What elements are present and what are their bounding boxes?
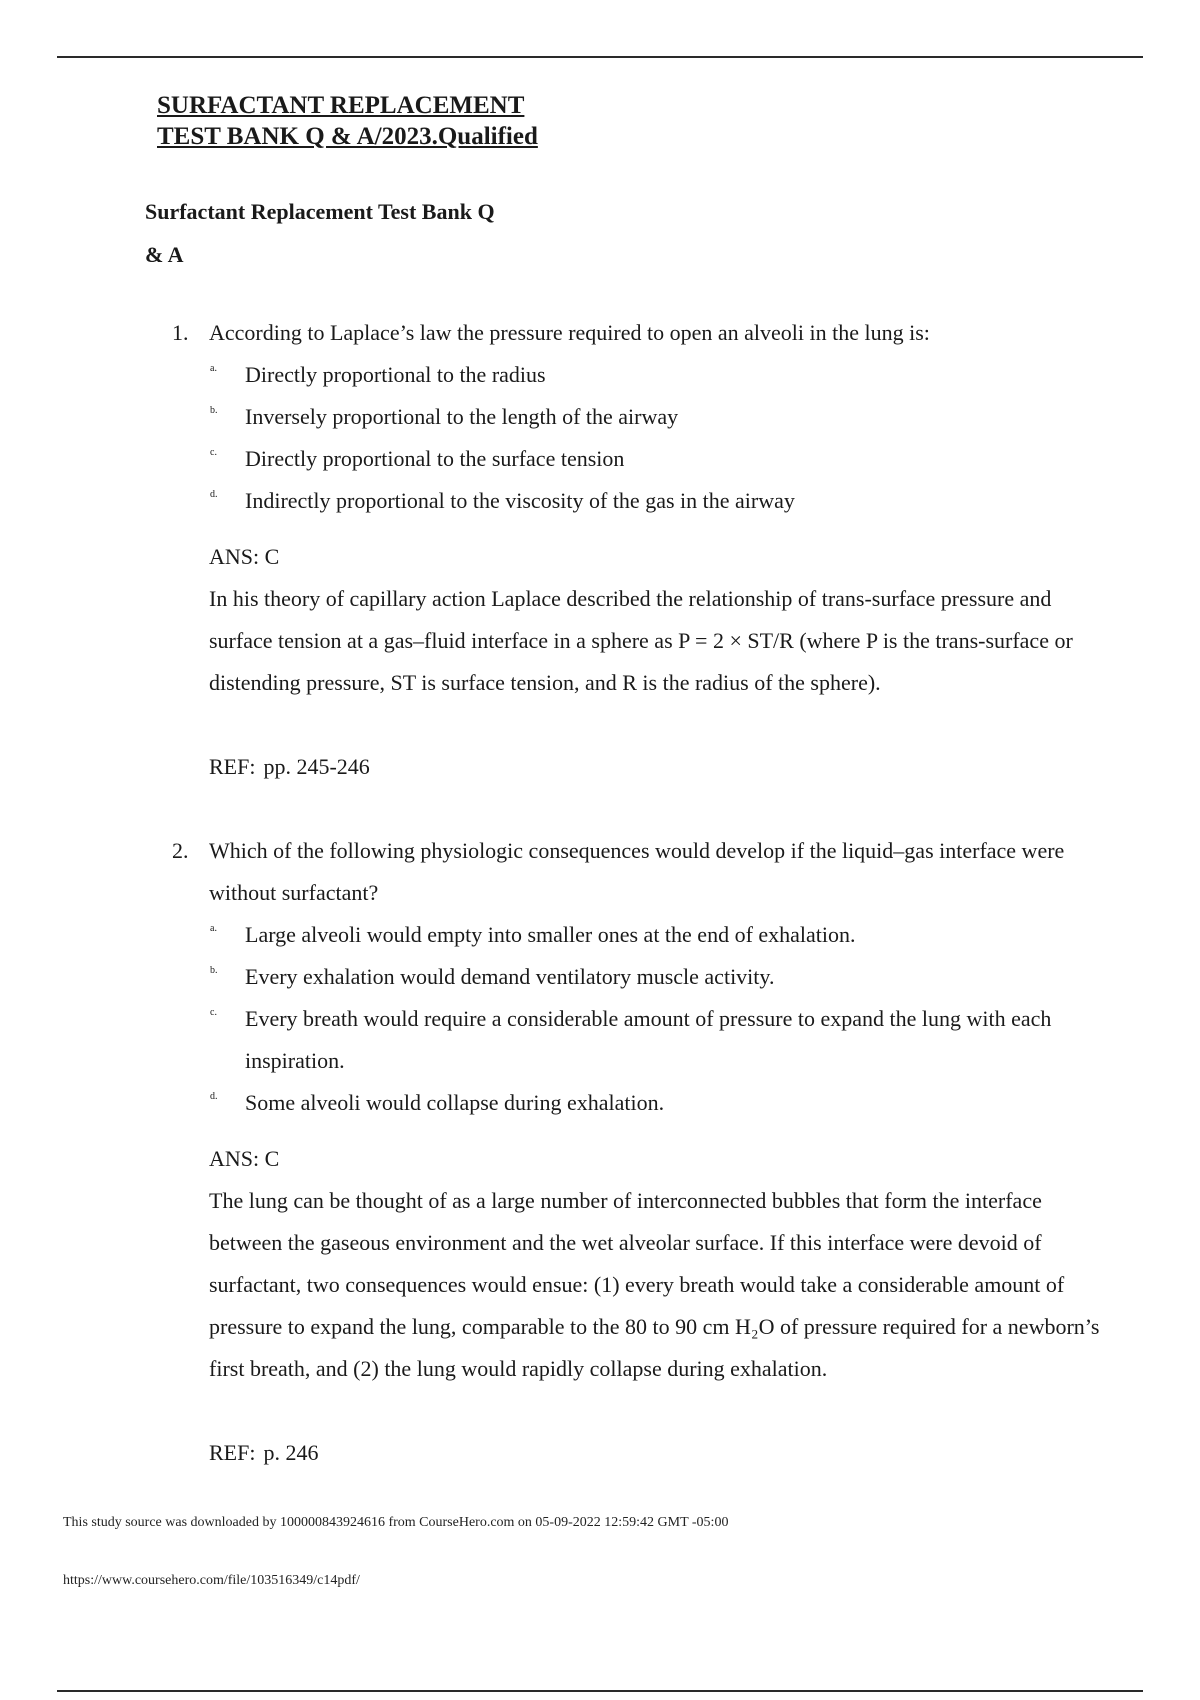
question-1-option-a xyxy=(172,354,1132,396)
question-1-reference xyxy=(172,746,1132,788)
question-1-option-c xyxy=(172,438,1132,480)
document-subtitle-line-2: & A xyxy=(145,242,184,267)
option-letter: c. xyxy=(210,1007,217,1018)
question-2-rationale: The lung can be thought of as a large number of interconnected bubbles that form the interface between the gaseous environment and the wet alveolar surface. If this interface were devoid of surfactant, two consequences would ensue: (1) every breath would take a considerable amount of pressure to expand the lung, comparable to the 80 to 90 cm H₂O of pressure required for a newborn’s first breath, and (2) the lung would rapidly collapse during exhalation. xyxy=(209,1188,1100,1381)
top-rule xyxy=(57,56,1143,58)
option-letter: a. xyxy=(210,923,217,934)
question-1-rationale: In his theory of capillary action Laplace described the relationship of trans-surface pressure and surface tension at a gas–fluid interface in a sphere as P = 2 × ST/R (where P is the trans-surface or distending pressure, ST is surface tension, and R is the radius of the sphere). xyxy=(209,586,1073,695)
question-1-options xyxy=(172,354,1132,522)
question-1-number: 1. xyxy=(172,320,189,345)
document-title-line-1: SURFACTANT REPLACEMENT xyxy=(157,92,525,119)
option-text: Large alveoli would empty into smaller ones at the end of exhalation. xyxy=(245,922,856,947)
question-2-stem xyxy=(172,830,1132,914)
question-1 xyxy=(172,312,1132,788)
question-2-option-a xyxy=(172,914,1132,956)
option-text: Every exhalation would demand ventilatory muscle activity. xyxy=(245,964,775,989)
option-text: Some alveoli would collapse during exhalation. xyxy=(245,1090,665,1115)
question-2-reference xyxy=(172,1432,1132,1474)
reference-label: REF: xyxy=(209,1440,256,1465)
question-2-number: 2. xyxy=(172,838,189,863)
question-2-option-b xyxy=(172,956,1132,998)
option-text: Indirectly proportional to the viscosity of the gas in the airway xyxy=(245,488,795,513)
question-1-text: According to Laplace’s law the pressure required to open an alveoli in the lung is: xyxy=(209,320,930,345)
question-1-option-d xyxy=(172,480,1132,522)
option-letter: c. xyxy=(210,447,217,458)
document-title-line-2: TEST BANK Q & A/2023.Qualified xyxy=(157,123,538,150)
document-subtitle-line-1: Surfactant Replacement Test Bank Q xyxy=(145,199,495,224)
option-text: Directly proportional to the radius xyxy=(245,362,546,387)
option-letter: b. xyxy=(210,965,218,976)
option-letter: a. xyxy=(210,363,217,374)
question-2-options xyxy=(172,914,1132,1124)
option-letter: b. xyxy=(210,405,218,416)
reference-pages: pp. 245-246 xyxy=(263,754,370,779)
question-1-answer: ANS: C xyxy=(209,544,280,569)
question-2 xyxy=(172,830,1132,1474)
question-2-text: Which of the following physiologic consequences would develop if the liquid–gas interface were without surfactant? xyxy=(209,838,1065,905)
question-1-stem xyxy=(172,312,1132,354)
option-text: Every breath would require a considerable amount of pressure to expand the lung with each inspiration. xyxy=(245,1006,1052,1073)
question-2-answer: ANS: C xyxy=(209,1146,280,1171)
option-letter: d. xyxy=(210,1091,218,1102)
option-text: Inversely proportional to the length of the airway xyxy=(245,404,679,429)
option-text: Directly proportional to the surface tension xyxy=(245,446,625,471)
reference-pages: p. 246 xyxy=(263,1440,319,1465)
document-title xyxy=(157,90,538,152)
document-subtitle xyxy=(145,190,495,276)
download-source-notice: This study source was downloaded by 100000843924616 from CourseHero.com on 05-09-2022 12:59:42 GMT -05:00 xyxy=(63,1515,729,1530)
question-2-option-c xyxy=(172,998,1132,1082)
question-1-option-b xyxy=(172,396,1132,438)
reference-label: REF: xyxy=(209,754,256,779)
source-url[interactable]: https://www.coursehero.com/file/103516349/c14pdf/ xyxy=(63,1573,360,1588)
question-2-option-d xyxy=(172,1082,1132,1124)
bottom-rule xyxy=(57,1690,1143,1692)
option-letter: d. xyxy=(210,489,218,500)
